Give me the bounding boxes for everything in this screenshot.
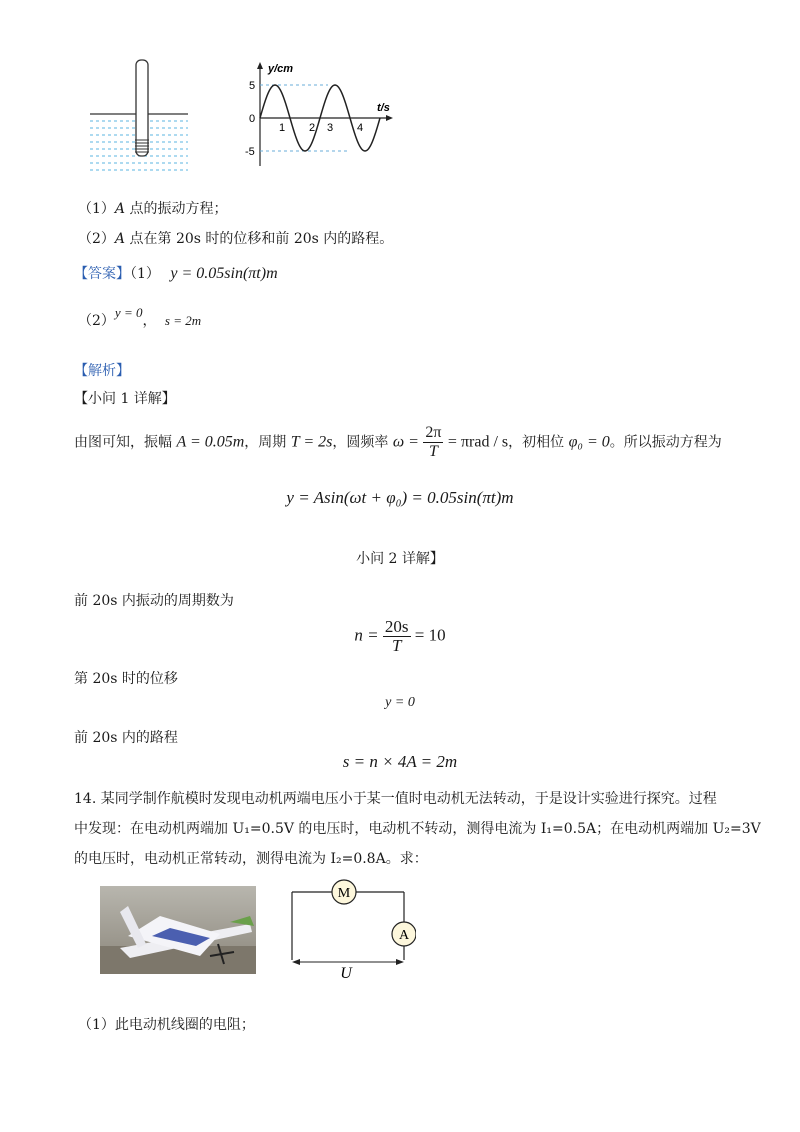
circuit-diagram bbox=[286, 872, 416, 982]
q14-line-1: 14. 某同学制作航模时发现电动机两端电压小于某一值时电动机无法转动，于是设计实验进行探究。过程 bbox=[74, 791, 717, 807]
question-2: （2）A 点在第 20s 时的位移和前 20s 内的路程。 bbox=[78, 231, 394, 247]
question-1: （1）A 点的振动方程； bbox=[78, 201, 228, 217]
airplane-photo bbox=[100, 886, 256, 974]
q14-line-3: 的电压时，电动机正常转动，测得电流为 I₂=0.8A。求： bbox=[74, 851, 428, 867]
q14-sub-1: （1）此电动机线圈的电阻； bbox=[78, 1017, 255, 1033]
displacement-text: 第 20s 时的位移 bbox=[74, 671, 178, 687]
path-equation: s = n × 4A = 2m bbox=[342, 752, 458, 771]
cycles-text: 前 20s 内振动的周期数为 bbox=[74, 593, 234, 609]
y-tick-5: 5 bbox=[249, 80, 256, 92]
sine-wave-graph bbox=[238, 60, 398, 172]
answer-eq-2a: y = 0 bbox=[114, 305, 143, 320]
cycles-equation: n = $\frac{20s}{T}$ = 10 bbox=[354, 617, 446, 655]
answer-part-1: 【答案】（1） y = 0.05sin(πt)m bbox=[74, 265, 278, 282]
analysis-sub1: 【小问 1 详解】 bbox=[74, 391, 176, 407]
x-axis-label: t/s bbox=[377, 102, 390, 114]
analysis-sub2: 小问 2 详解】 bbox=[356, 551, 444, 567]
x-tick-3: 3 bbox=[327, 122, 334, 134]
y-tick-neg5: -5 bbox=[245, 146, 255, 158]
y-axis-label: y/cm bbox=[268, 63, 294, 75]
ammeter-label: A bbox=[398, 928, 410, 943]
analysis-line-1: 由图可知，振幅 A = 0.05m，周期 T = 2s，圆频率 ω = $\frac{2\pi}{T}$ = πrad / s，初相位 φ₀ = 0。所以振动方程为 bbox=[74, 424, 722, 460]
answer-eq-1: y = 0.05sin(πt)m bbox=[170, 265, 278, 282]
motor-label: M bbox=[337, 886, 351, 901]
main-equation: y = Asin(ωt + φ₀) = 0.05sin(πt)m bbox=[286, 488, 514, 507]
omega-fraction: $\frac{2\pi}{T}$ bbox=[425, 424, 442, 460]
voltage-label: U bbox=[340, 965, 352, 982]
path-text: 前 20s 内的路程 bbox=[74, 730, 178, 746]
analysis-label: 【解析】 bbox=[74, 363, 130, 379]
x-tick-1: 1 bbox=[279, 122, 286, 134]
answer-label: 【答案】 bbox=[74, 266, 130, 282]
x-tick-2: 2 bbox=[309, 122, 316, 134]
displacement-equation: y = 0 bbox=[385, 695, 415, 710]
x-tick-4: 4 bbox=[357, 122, 364, 134]
tube-in-water-figure bbox=[88, 58, 198, 174]
y-tick-0: 0 bbox=[249, 113, 256, 125]
answer-part-2: （2）y = 0， s = 2m bbox=[78, 305, 202, 329]
q14-line-2: 中发现：在电动机两端加 U₁=0.5V 的电压时，电动机不转动，测得电流为 I₁=0.5A；在电动机两端加 U₂=3V bbox=[74, 821, 761, 837]
answer-eq-2b: s = 2m bbox=[164, 313, 202, 328]
